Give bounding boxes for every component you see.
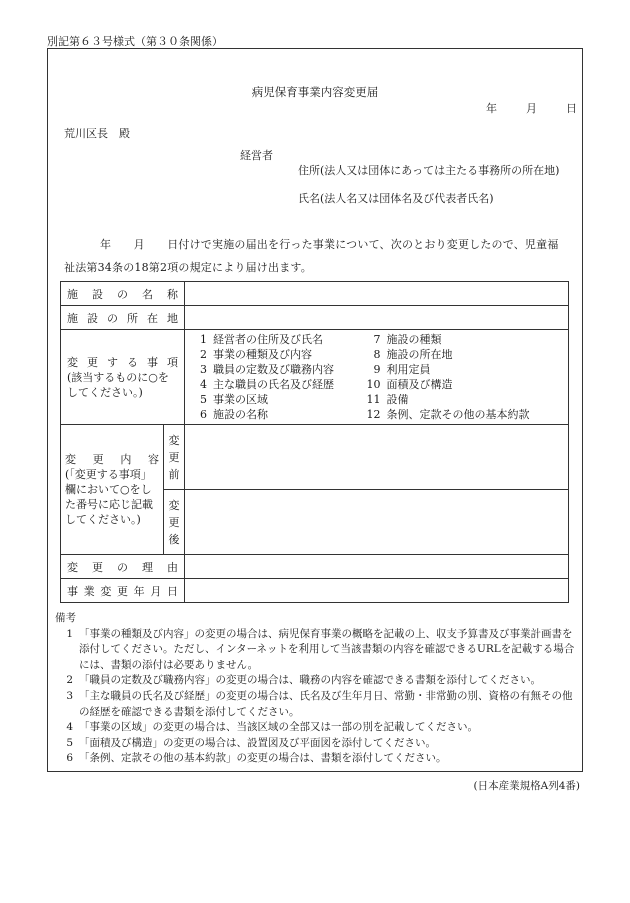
note-item [55,736,580,752]
change-item-number: 2 [200,348,207,361]
change-item-label: 職員の定数及び職務内容 [213,363,334,376]
change-item[interactable] [189,407,359,422]
before-change-field[interactable] [185,425,569,490]
change-item[interactable] [363,377,530,392]
body-text-line1: 年 月 日付けで実施の届出を行った事業について、次のとおり変更したので、児童福 [100,238,559,251]
change-item[interactable] [363,407,530,422]
notes-title: 備考 [55,612,76,624]
before-label: 変更前 [164,425,185,490]
note-number: 1 [66,627,73,640]
facility-name-field[interactable] [185,282,569,306]
change-item-label: 主な職員の氏名及び経歴 [213,378,334,391]
note-text: 「事業の区域」の変更の場合は、当該区域の全部又は一部の別を記載してください。 [79,721,478,734]
note-number: 6 [66,752,73,765]
change-item-number: 7 [373,333,381,346]
change-items-list [185,330,569,425]
change-item-number: 9 [373,363,381,376]
change-reason-field[interactable] [185,555,569,579]
change-item-number: 10 [366,378,381,391]
note-item [55,720,580,736]
operator-address-label: 住所(法人又は団体にあっては主たる事務所の所在地) [298,164,560,177]
change-items-right-column [363,332,530,422]
submission-date [486,100,577,116]
change-item-label: 施設の種類 [386,333,442,346]
after-label: 変更後 [164,490,185,555]
note-number: 3 [66,689,73,702]
change-items-label: 変更する事項 [67,355,178,369]
change-items-note: (該当するものに○をしてください。) [67,370,169,399]
facility-location-label: 施設の所在地 [61,306,185,330]
change-item[interactable] [189,347,359,362]
change-item-number: 11 [366,393,381,406]
note-number: 5 [66,736,73,749]
change-item[interactable] [363,362,530,377]
notes-list [55,627,580,767]
form-reference: 別記第６３号様式（第３０条関係） [47,35,223,48]
change-item[interactable] [189,362,359,377]
facility-name-label: 施設の名称 [61,282,185,306]
date-day: 日 [566,102,577,115]
change-item[interactable] [189,377,359,392]
change-item[interactable] [363,347,530,362]
change-item-number: 12 [366,408,381,421]
operator-name-label: 氏名(法人名又は団体名及び代表者氏名) [298,192,494,205]
note-text: 「面積及び構造」の変更の場合は、設置図及び平面図を添付してください。 [79,736,436,749]
change-items-left-column [189,332,359,422]
change-item[interactable] [363,332,530,347]
facility-location-field[interactable] [185,306,569,330]
change-details-table [60,281,569,603]
note-item [55,751,580,767]
change-item-label: 事業の区域 [213,393,268,406]
change-item-label: 面積及び構造 [386,378,453,391]
change-item[interactable] [189,332,359,347]
note-item [55,627,580,674]
note-item [55,673,580,689]
change-item[interactable] [363,392,530,407]
change-reason-label: 変更の理由 [61,555,185,579]
note-number: 4 [66,721,73,734]
change-date-label: 事業変更年月日 [61,579,185,603]
change-item-number: 3 [200,363,207,376]
change-item-label: 条例、定款その他の基本約款 [386,408,530,421]
note-text: 「職員の定数及び職務内容」の変更の場合は、職務の内容を確認できる書類を添付してください。 [79,674,541,687]
body-text-line2: 祉法第34条の18第2項の規定により届け出ます。 [64,261,312,274]
note-number: 2 [66,674,73,687]
change-item-number: 6 [200,408,207,421]
change-item-label: 設備 [386,393,409,406]
change-item-number: 8 [373,348,381,361]
operator-label: 経営者 [240,149,273,162]
change-item-number: 5 [200,393,207,406]
change-date-field[interactable] [185,579,569,603]
change-content-label: 変更内容 [65,453,159,466]
change-item-label: 事業の種類及び内容 [213,348,312,361]
change-item-number: 4 [200,378,207,391]
note-item [55,689,580,720]
note-text: 「主な職員の氏名及び経歴」の変更の場合は、氏名及び生年月日、常勤・非常勤の別、資格の有無その他の経歴を確認できる書類を添付してください。 [79,689,573,718]
date-year: 年 [486,102,497,115]
note-text: 「条例、定款その他の基本約款」の変更の場合は、書類を添付してください。 [79,752,447,765]
change-content-label-cell [61,425,164,555]
jis-size-note: (日本産業規格A列4番) [473,780,580,792]
change-item-number: 1 [200,333,207,346]
notes-section [55,611,580,767]
form-title: 病児保育事業内容変更届 [251,85,379,99]
change-item[interactable] [189,392,359,407]
note-text: 「事業の種類及び内容」の変更の場合は、病児保育事業の概略を記載の上、収支予算書及び事業計画書を添付してください。ただし、インターネットを利用して当該書類の内容を確認できるURLを記載する場合には、書類の添付は必要ありません。 [79,627,575,671]
change-item-label: 施設の名称 [213,408,268,421]
change-content-note: (「変更する事項」欄において○をした番号に応じ記載してください。) [65,468,153,526]
date-month: 月 [526,102,537,115]
change-item-label: 利用定員 [386,363,431,376]
after-change-field[interactable] [185,490,569,555]
change-item-label: 施設の所在地 [386,348,453,361]
change-items-label-cell [61,330,185,425]
addressee: 荒川区長 殿 [64,127,130,140]
change-item-label: 経営者の住所及び氏名 [213,333,323,346]
